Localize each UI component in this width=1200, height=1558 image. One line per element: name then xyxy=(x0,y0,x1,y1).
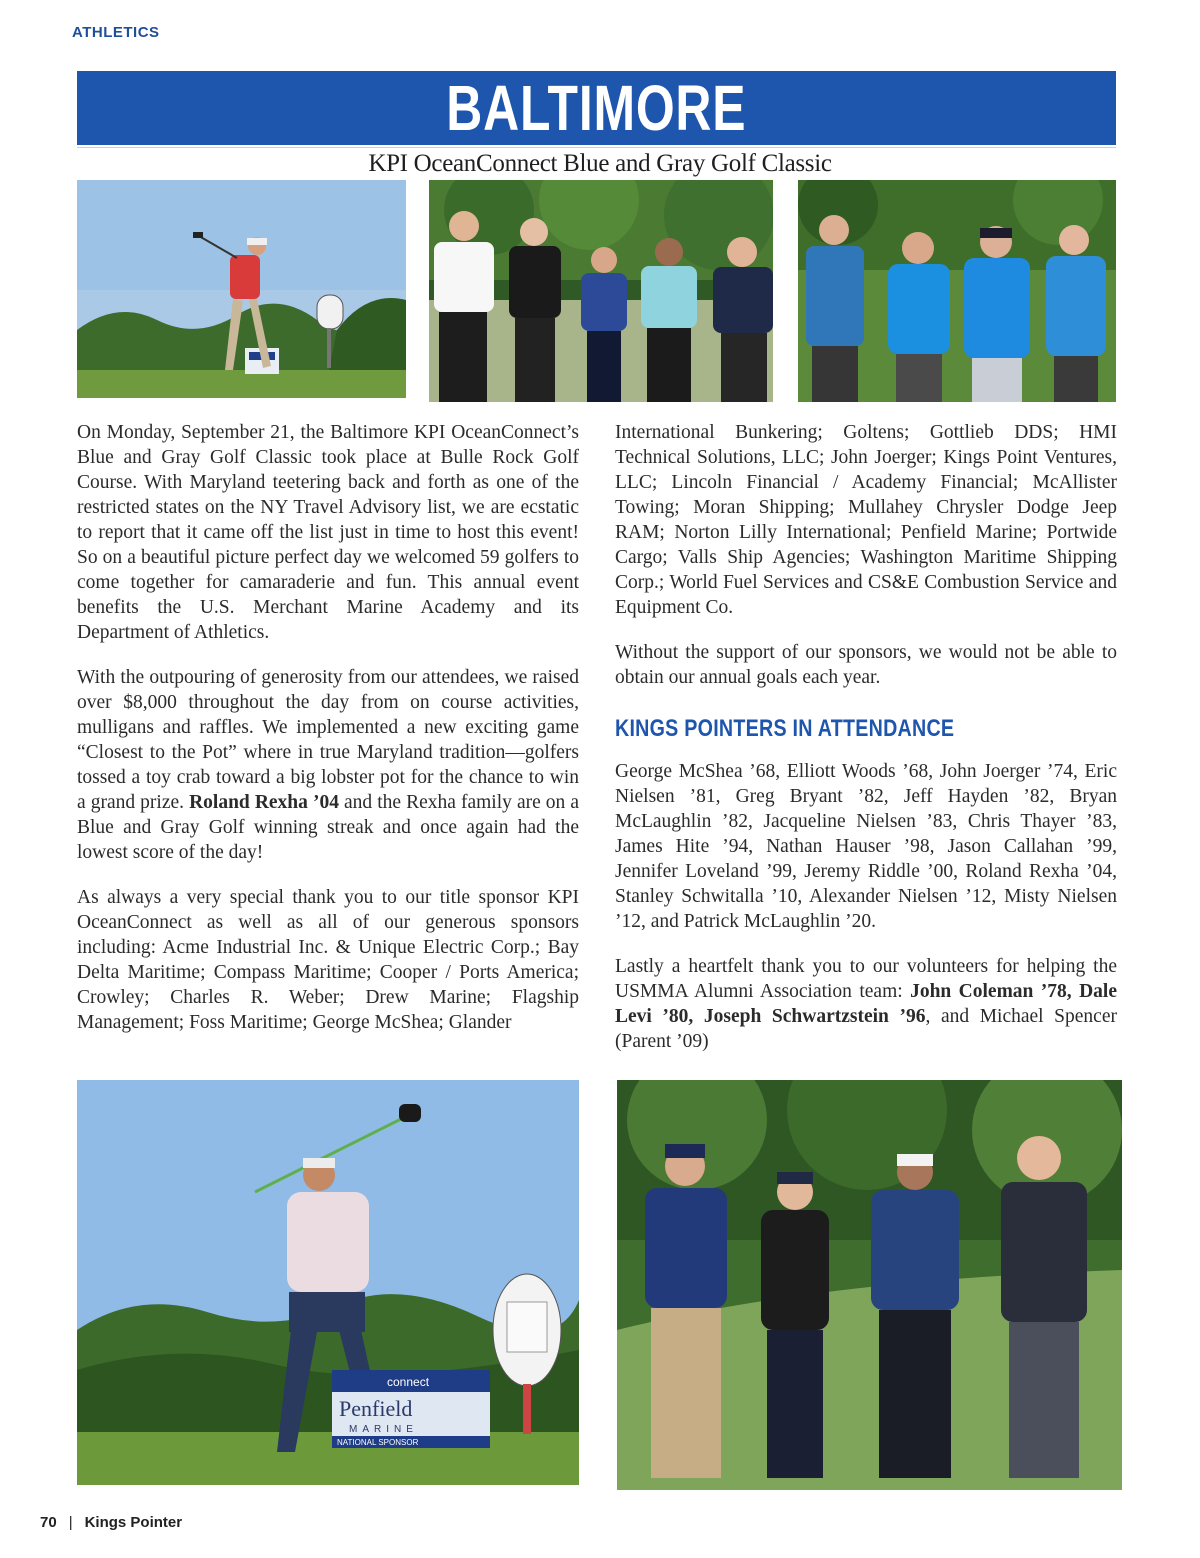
photo-foursome-blue-shirts xyxy=(798,180,1116,402)
photo-golfer-backswing xyxy=(77,1080,579,1485)
paragraph-sponsor-support: Without the support of our sponsors, we would not be able to obtain our annual goals each year. xyxy=(615,642,1117,688)
photo-group-of-five xyxy=(429,180,773,402)
title-banner xyxy=(77,71,1116,145)
sign-sponsor-level: NATIONAL SPONSOR xyxy=(337,1438,419,1447)
photo-golfer-follow-through xyxy=(77,180,406,398)
sign-sponsor-sub: MARINE xyxy=(349,1424,418,1435)
page-number: 70 xyxy=(40,1514,57,1531)
footer-separator: | xyxy=(68,1514,73,1531)
paragraph-attendees: George McShea ’68, Elliott Woods ’68, John Joerger ’74, Eric Nielsen ’81, Greg Bryant ’82, Jeff Hayden ’82, Bryan McLaughlin ’82, Jacqueline Nielsen ’83, Chris Thayer ’83, James Hite ’94, Nathan Hauser ’98, Jason Callahan ’99, Jennifer Loveland ’99, Jeremy Riddle ’00, Roland Rexha ’04, Stanley Schwitalla ’10, Alexander Nielsen ’12, Misty Nielsen ’12, and Patrick McLaughlin ’20. xyxy=(615,761,1117,932)
section-label: ATHLETICS xyxy=(72,24,160,41)
paragraph-volunteers: Lastly a heartfelt thank you to our volunteers for helping the USMMA Alumni Association team: John Coleman ’78, Dale Levi ’80, Joseph Schwartzstein ’96, and Michael Spencer (Parent ’09) xyxy=(615,956,1117,1052)
paragraph-event-summary: On Monday, September 21, the Baltimore KPI OceanConnect’s Blue and Gray Golf Classic took place at Bulle Rock Golf Course. With Maryland teetering back and forth as one of the restricted states on the NY Travel Advisory list, we are ecstatic to report that it came off the list just in time to host this event! So on a beautiful picture perfect day we welcomed 59 golfers to come together for camaraderie and fun. This annual event benefits the U.S. Merchant Marine Academy and its Department of Athletics. xyxy=(77,422,579,643)
sign-sponsor-name: Penfield xyxy=(339,1396,413,1421)
divider xyxy=(77,147,1116,148)
volunteer-names: John Coleman ’78, Dale Levi ’80, Joseph Schwartzstein ’96 xyxy=(615,981,1117,1027)
golfer-backswing-image xyxy=(77,1080,579,1485)
paragraph-sponsors-continued: International Bunkering; Goltens; Gottlieb DDS; HMI Technical Solutions, LLC; John Joerger; Kings Point Ventures, LLC; Lincoln Financial / Academy Financial; McAllister Towing; Moran Shipping; Mullahey Chrysler Dodge Jeep RAM; Norton Lilly International; Penfield Marine; Portwide Cargo; Valls Ship Agencies; Washington Maritime Shipping Corp.; World Fuel Services and CS&E Combustion Service and Equipment Co. xyxy=(615,422,1117,618)
foursome-blue-shirts-image xyxy=(798,180,1116,402)
article-left-column xyxy=(77,420,579,1055)
sign-brand: connect xyxy=(387,1375,430,1389)
article-right-column xyxy=(615,420,1117,1074)
attendance-heading: KINGS POINTERS IN ATTENDANCE xyxy=(615,715,955,742)
golfer-follow-through-image xyxy=(77,180,406,398)
winner-name: Roland Rexha ’04 xyxy=(189,792,339,813)
paragraph-fundraising: With the outpouring of generosity from our attendees, we raised over $8,000 throughout the day from on course activities, mulligans and raffles. We implemented a new exciting game “Closest to the Pot” where in true Maryland tradition—golfers tossed a toy crab toward a big lobster pot for the chance to win a grand prize. Roland Rexha ’04 and the Rexha family are on a Blue and Gray Golf winning streak and once again had the lowest score of the day! xyxy=(77,667,580,863)
publication-name: Kings Pointer xyxy=(84,1514,183,1531)
foursome-on-tee-image xyxy=(617,1080,1122,1490)
page-footer xyxy=(40,1514,182,1531)
event-subtitle: KPI OceanConnect Blue and Gray Golf Classic xyxy=(368,150,832,177)
paragraph-sponsors: As always a very special thank you to our title sponsor KPI OceanConnect as well as all of our generous sponsors including: Acme Industrial Inc. & Unique Electric Corp.; Bay Delta Maritime; Compass Maritime; Cooper / Ports America; Crowley; Charles R. Weber; Drew Marine; Flagship Management; Foss Maritime; George McShea; Glander xyxy=(77,887,579,1033)
photo-foursome-on-tee xyxy=(617,1080,1122,1490)
group-of-five-image xyxy=(429,180,773,402)
page-title: BALTIMORE xyxy=(446,72,747,144)
